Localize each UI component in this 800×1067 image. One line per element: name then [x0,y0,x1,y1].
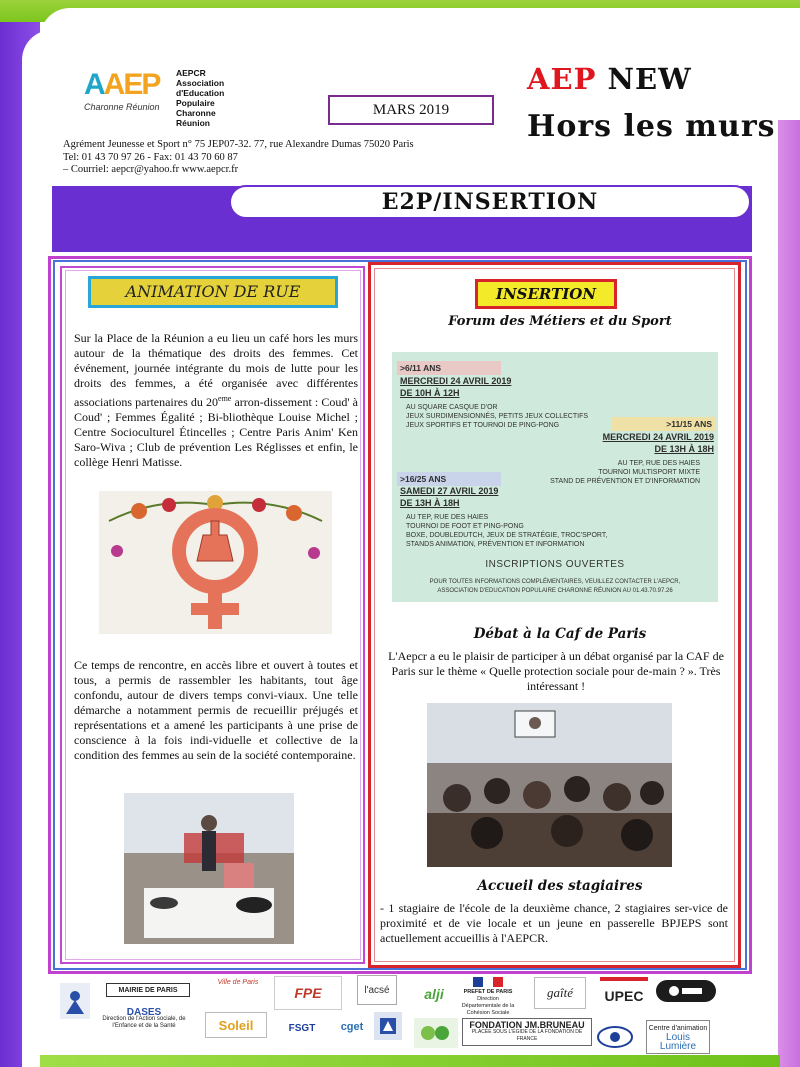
prefet-sub: Direction Départementale de la Cohésion Sociale [461,996,515,1016]
partner-logo-gaite: gaîté [534,977,586,1009]
partner-logo-emblem [374,1012,402,1040]
dases-name: DASES [126,1006,162,1018]
flyer-line: TOURNOI DE FOOT ET PING-PONG [406,523,524,530]
partner-logo-zone [60,983,90,1019]
para1-superscript: eme [218,394,232,403]
debat-paragraph: L'Aepcr a eu le plaisir de participer à un débat organisé par la CAF de Paris sur le thème « Quelle protection sociale pour de-main ? ». Très intéressant ! [388,649,724,693]
flyer-time-1: DE 10H À 12H [400,388,460,398]
partner-logo-green [414,1018,458,1048]
org-line: AEPCR [176,68,206,78]
contact-line: Tel: 01 43 70 97 26 - Fax: 01 43 70 60 87 [63,151,238,163]
fondation-name: FONDATION JM.BRUNEAU [469,1019,585,1030]
right-decor-band [778,120,800,1067]
dark-logo-icon [666,984,706,998]
poster-drawing [99,491,332,634]
aep-logo [84,68,174,114]
flyer-line: JEUX SPORTIFS ET TOURNOI DE PING-PONG [406,422,560,429]
accueil-title: Accueil des stagiaires [477,878,643,894]
flyer-line: STAND DE PRÉVENTION ET D'INFORMATION [550,478,700,485]
flyer-contact-1: POUR TOUTES INFORMATIONS COMPLÉMENTAIRES, VEUILLEZ CONTACTER L'AEPCR, [429,579,681,585]
forum-flyer [392,352,718,602]
partner-logo-upec: UPEC [600,977,648,1011]
partner-logo-alji: alji [414,977,454,1011]
flag-icon [473,977,503,987]
flyer-contact-2: ASSOCIATION D'EDUCATION POPULAIRE CHARONNE RÉUNION AU 01.43.70.97.26 [437,588,673,594]
emblem-icon [377,1015,399,1037]
animation-paragraph-1 [74,331,358,470]
aep-logo-text: AEP [103,68,160,101]
flyer-age-11-15: >11/15 ANS [666,419,712,429]
flyer-date-3: SAMEDI 27 AVRIL 2019 [400,486,499,496]
flyer-date-1: MERCREDI 24 AVRIL 2019 [400,376,512,386]
partner-logo-cget: cget [335,1013,369,1041]
debat-title: Débat à la Caf de Paris [473,626,647,642]
flyer-age-6-11: >6/11 ANS [400,363,442,373]
flyer-line: AU TEP, RUE DES HAIES [617,460,700,467]
flyer-line: JEUX SURDIMENSIONNÉS, PETITS JEUX COLLECTIFS [406,413,589,420]
flyer-line: AU SQUARE CASQUE D'OR [406,404,498,411]
partner-logo-fondation [462,1018,592,1046]
org-line: Association [176,78,225,88]
street-photo-drawing [124,793,294,944]
aep-logo-caption: Charonne Réunion [84,102,160,112]
flyer-line: BOXE, DOUBLEDUTCH, JEUX DE STRATÉGIE, TROC'SPORT, [406,532,608,539]
contact-line: Agrément Jeunesse et Sport n° 75 JEP07-32. 77, rue Alexandre Dumas 75020 Paris [63,139,414,150]
partner-logo-acse: l'acsé [357,975,397,1005]
insertion-title: INSERTION [475,279,617,309]
green-logo-icon [418,1022,454,1044]
caf-debate-photo [427,703,672,867]
partner-logo-ville: Ville de Paris [212,974,264,990]
partner-logo-dark [656,980,716,1002]
flyer-line: AU TEP, RUE DES HAIES [406,514,489,521]
aep-logo-mark: AAEP [84,68,160,101]
centre-label: Centre d'animation [648,1024,708,1032]
partner-logo-fpe: FPE [274,976,342,1010]
fondation-sub: PLACÉE SOUS L'ÉGIDE DE LA FONDATION DE FRANCE [471,1028,583,1042]
org-line: Réunion [176,118,210,128]
contact-line: – Courriel: aepcr@yahoo.fr www.aepcr.fr [63,164,239,175]
forum-title: Forum des Métiers et du Sport [448,314,672,329]
partner-logo-prefet [460,974,516,1020]
partner-logo-dases [98,1003,190,1035]
partner-logo-soleil: Soleil [205,1012,267,1038]
flyer-line: STANDS ANIMATION, PRÉVENTION ET INFORMATION [406,541,585,548]
animation-title: ANIMATION DE RUE [88,276,338,308]
org-line: d'Education [176,88,225,98]
oval-logo-icon [596,1025,634,1049]
prefet-name: PREFET DE PARIS [463,989,513,995]
dases-sub: Direction de l'Action sociale, de l'Enfance et de la Santé [102,1015,186,1029]
accueil-paragraph: - 1 stagiaire de l'école de la deuxième chance, 2 stagiaires ser-vice de proximité et de vie locale et un jeune en passerelle BPJEPS sont actuellement accueillis à l'AEPCR. [380,901,728,945]
contact-info [63,139,414,177]
partner-logo-mairie: MAIRIE DE PARIS [106,983,190,997]
flyer-time-2: DE 13H À 18H [654,444,714,454]
issue-date: MARS 2019 [328,95,494,125]
title-aep: AEP [527,62,597,96]
org-line: Charonne [176,108,216,118]
street-event-photo [124,793,294,944]
partner-logo-centre [646,1020,710,1054]
animation-paragraph-2: Ce temps de rencontre, en accès libre et ouvert à toutes et tous, a permis de rassembler les habitants, tout âge confondu, autour de divers temps convi-viaux. Une telle démarche a notamment permis de recueillir préjugés et représentations et a amené les participants à une prise de conscience à la fois indi-viduelle et collective de la condition des femmes au sein de la société contemporaine. [74,658,358,762]
newsletter-title [527,64,776,142]
section-banner-title: E2P/INSERTION [229,185,751,219]
centre-name: Louis Lumière [659,1031,697,1052]
para1-text-b: arron-dissement : Coud' à Coud' ; Femmes Égalité ; Bi-bliothèque Louise Michel ; Centre Socioculturel Étincelles ; Centre Paris Anim' Ken Saro-Wiva ; Club de prévention Les Réglisses et enfin, le collège Henri Matisse. [74,395,358,469]
partner-logo-oval [595,1024,635,1050]
flyer-line: TOURNOI MULTISPORT MIXTE [598,469,700,476]
partner-logo-fsgt: FSGT [280,1019,324,1037]
para1-text-a: Sur la Place de la Réunion a eu lieu un café hors les murs autour de la thématique des droits des femmes. Cet événement, journée intégrante du mois de lutte pour les droits des femmes, a été organisée avec différentes associations partenaires du 20 [74,331,358,409]
debate-photo-drawing [427,703,672,867]
flyer-date-2: MERCREDI 24 AVRIL 2019 [602,432,714,442]
feminist-poster-image [99,491,332,634]
org-name-block [176,68,224,128]
title-new: NEW [607,62,692,96]
title-hors-les-murs: Hors les murs [527,109,776,144]
top-white-curve [40,8,800,48]
flyer-age-16-25: >16/25 ANS [400,474,447,484]
bottom-decor-band [40,1055,780,1067]
org-line: Populaire [176,98,215,108]
flyer-inscriptions: INSCRIPTIONS OUVERTES [485,559,625,570]
flyer-time-3: DE 13H À 18H [400,498,460,508]
zone-logo-icon [62,986,88,1016]
